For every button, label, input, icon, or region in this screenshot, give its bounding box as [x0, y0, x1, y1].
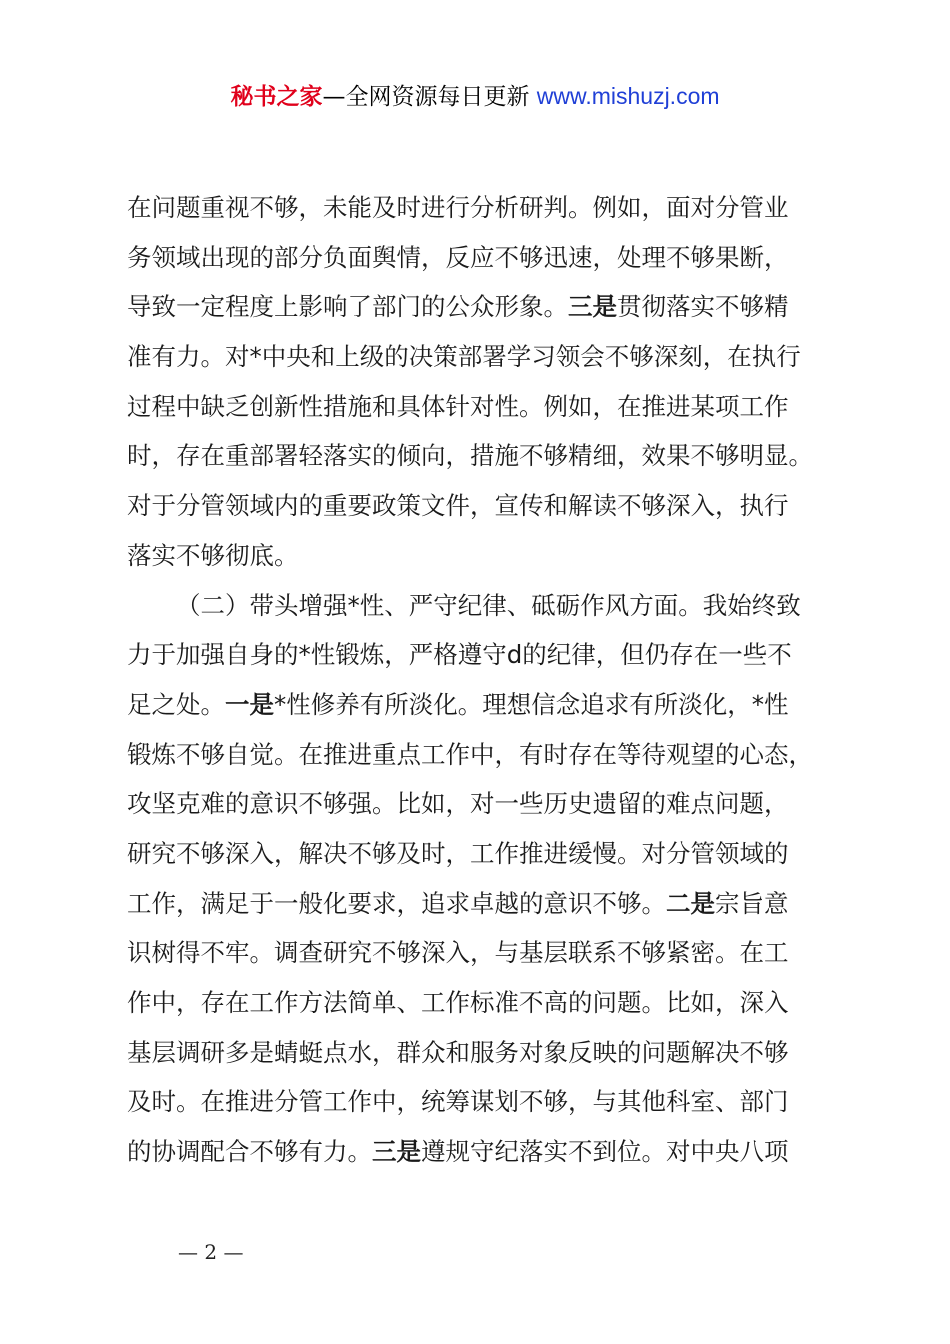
text-line: 力于加强自身的*性锻炼，严格遵守d的纪律，但仍存在一些不 [127, 640, 792, 670]
banner-slogan: —全网资源每日更新 [322, 84, 530, 110]
emphasis-ordinal: 一是 [225, 689, 274, 719]
brand-name: 秘书之家 [230, 84, 323, 110]
text-line: 工作，满足于一般化要求，追求卓越的意识不够。二是宗旨意 [127, 888, 789, 918]
text-line: 时，存在重部署轻落实的倾向，措施不够精细，效果不够明显。 [127, 441, 813, 471]
page-number: — 2 — [178, 1240, 244, 1264]
text-line: 基层调研多是蜻蜓点水，群众和服务对象反映的问题解决不够 [127, 1037, 789, 1067]
text-line: 准有力。对*中央和上级的决策部署学习领会不够深刻，在执行 [127, 342, 801, 372]
text-line: 务领域出现的部分负面舆情，反应不够迅速，处理不够果断， [127, 242, 789, 272]
emphasis-ordinal: 三是 [568, 292, 617, 322]
emphasis-ordinal: 二是 [666, 888, 715, 918]
text-line: 导致一定程度上影响了部门的公众形象。三是贯彻落实不够精 [127, 292, 789, 322]
text-line: 锻炼不够自觉。在推进重点工作中，有时存在等待观望的心态， [127, 739, 813, 769]
text-line: 及时。在推进分管工作中，统筹谋划不够，与其他科室、部门 [127, 1087, 789, 1117]
text-line: 研究不够深入，解决不够及时，工作推进缓慢。对分管领域的 [127, 838, 789, 868]
emphasis-ordinal: 三是 [372, 1137, 421, 1167]
document-body [127, 183, 837, 1177]
text-line: 识树得不牢。调查研究不够深入，与基层联系不够紧密。在工 [127, 938, 789, 968]
text-line: 的协调配合不够有力。三是遵规守纪落实不到位。对中央八项 [127, 1137, 789, 1167]
text-line: 攻坚克难的意识不够强。比如，对一些历史遗留的难点问题， [127, 789, 789, 819]
text-line: 落实不够彻底。 [127, 540, 299, 570]
text-line: 作中，存在工作方法简单、工作标准不高的问题。比如，深入 [127, 988, 789, 1017]
text-line: 在问题重视不够，未能及时进行分析研判。例如，面对分管业 [127, 193, 789, 222]
text-line: 足之处。一是*性修养有所淡化。理想信念追求有所淡化，*性 [127, 689, 789, 719]
site-banner [0, 80, 950, 113]
text-line: 对于分管领域内的重要政策文件，宣传和解读不够深入，执行 [127, 491, 789, 521]
section-heading-text: （二）带头增强*性、严守纪律、砥砺作风方面。我始终致 [176, 590, 801, 620]
text-line: 过程中缺乏创新性措施和具体针对性。例如，在推进某项工作 [127, 391, 789, 421]
site-url-link[interactable]: www.mishuzj.com [536, 83, 720, 109]
text-line [127, 581, 837, 631]
